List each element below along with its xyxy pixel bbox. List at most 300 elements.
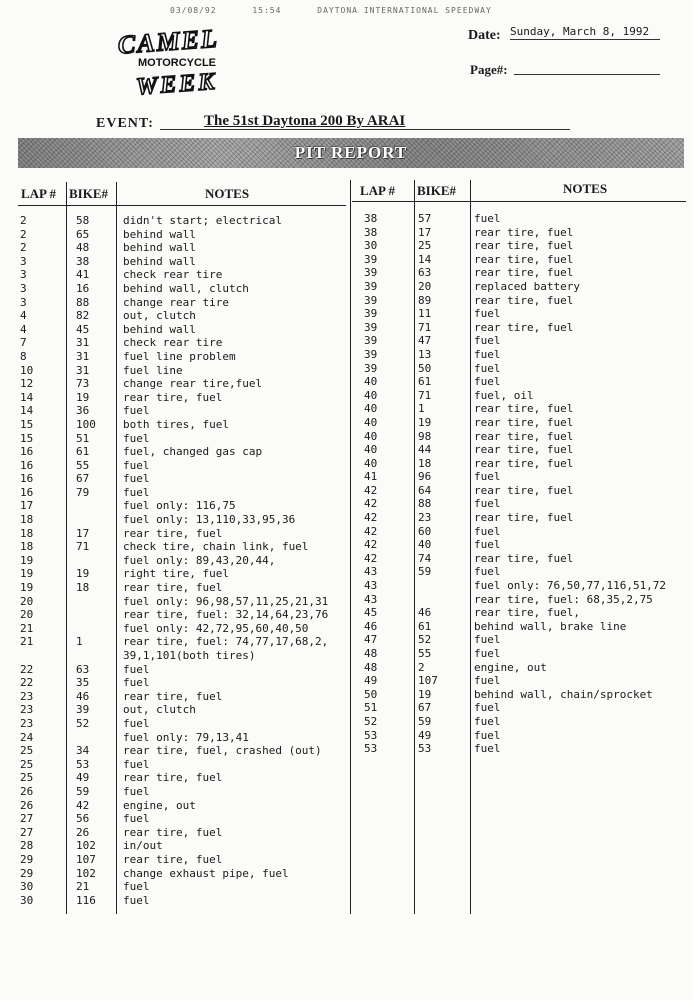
- cell-note: fuel: [123, 472, 150, 486]
- table-row: [18, 771, 348, 785]
- cell-lap: 20: [20, 594, 34, 608]
- cell-lap: 48: [364, 660, 378, 674]
- cell-lap: 17: [20, 499, 34, 513]
- cell-lap: 30: [364, 239, 378, 253]
- cell-bike: 17: [76, 526, 90, 540]
- cell-bike: 48: [76, 241, 90, 255]
- table-row: [352, 362, 688, 376]
- cell-bike: 47: [418, 334, 432, 348]
- cell-lap: 10: [20, 363, 34, 377]
- cell-note: behind wall, clutch: [123, 281, 249, 295]
- cell-bike: 71: [418, 320, 432, 334]
- cell-lap: 4: [20, 309, 27, 323]
- cell-bike: 40: [418, 538, 432, 552]
- table-row: [352, 389, 688, 403]
- page-number-line: [514, 74, 660, 75]
- cell-bike: 59: [418, 565, 432, 579]
- table-row: [18, 622, 348, 636]
- cell-lap: 53: [364, 742, 378, 756]
- table-row: [352, 334, 688, 348]
- table-row: [352, 552, 688, 566]
- cell-note: rear tire, fuel,: [474, 606, 580, 620]
- cell-bike: 13: [418, 347, 432, 361]
- table-row: [18, 268, 348, 282]
- table-row: [352, 321, 688, 335]
- table-row: [18, 635, 348, 649]
- cell-lap: 22: [20, 662, 34, 676]
- table-row: [18, 459, 348, 473]
- table-row: [352, 538, 688, 552]
- cell-lap: 38: [364, 225, 378, 239]
- cell-lap: 42: [364, 483, 378, 497]
- table-row: [18, 404, 348, 418]
- fax-date: 03/08/92: [170, 6, 217, 15]
- cell-bike: 71: [418, 388, 432, 402]
- cell-note: fuel: [474, 565, 501, 579]
- cell-bike: 74: [418, 551, 432, 565]
- cell-lap: 2: [20, 241, 27, 255]
- table-row: [18, 241, 348, 255]
- cell-lap: 40: [364, 415, 378, 429]
- cell-note: fuel: [474, 728, 501, 742]
- cell-bike: 50: [418, 361, 432, 375]
- camel-motorcycle-week-logo: [110, 24, 250, 102]
- cell-bike: 26: [76, 825, 90, 839]
- cell-note: fuel: [474, 633, 501, 647]
- cell-note: fuel: [123, 458, 150, 472]
- cell-lap: 39: [364, 293, 378, 307]
- cell-note: engine, out: [123, 798, 196, 812]
- cell-note: fuel: [123, 893, 150, 907]
- date-value: Sunday, March 8, 1992: [510, 25, 660, 40]
- cell-lap: 24: [20, 730, 34, 744]
- cell-bike: 52: [76, 716, 90, 730]
- table-row: [18, 282, 348, 296]
- cell-note: rear tire, fuel: [474, 266, 574, 280]
- table-row: [18, 839, 348, 853]
- table-row: [352, 565, 688, 579]
- cell-note: rear tire, fuel: 68,35,2,75: [474, 592, 653, 606]
- cell-note: fuel, oil: [474, 388, 534, 402]
- table-row: [352, 484, 688, 498]
- cell-bike: 36: [76, 404, 90, 418]
- cell-bike: 38: [76, 254, 90, 268]
- cell-lap: 15: [20, 417, 34, 431]
- cell-bike: 67: [76, 472, 90, 486]
- table-row: [18, 296, 348, 310]
- cell-bike: 49: [418, 728, 432, 742]
- cell-bike: 42: [76, 798, 90, 812]
- page-label: Page#:: [470, 62, 508, 77]
- cell-lap: 23: [20, 703, 34, 717]
- cell-bike: 19: [76, 390, 90, 404]
- cell-bike: 39: [76, 703, 90, 717]
- cell-bike: 107: [76, 852, 96, 866]
- cell-note: behind wall: [123, 254, 196, 268]
- cell-bike: 116: [76, 893, 96, 907]
- table-row: [352, 239, 688, 253]
- cell-note: fuel: [474, 538, 501, 552]
- table-row: [18, 649, 348, 663]
- table-row: [18, 350, 348, 364]
- cell-lap: 39: [364, 361, 378, 375]
- cell-bike: 52: [418, 633, 432, 647]
- table-row: [18, 717, 348, 731]
- cell-note: fuel: [123, 757, 150, 771]
- table-row: [18, 336, 348, 350]
- cell-note: rear tire, fuel: [474, 320, 574, 334]
- header-bike-right: BIKE#: [417, 183, 457, 198]
- cell-lap: 15: [20, 431, 34, 445]
- table-row: [18, 472, 348, 486]
- table-row: [18, 853, 348, 867]
- table-row: [352, 525, 688, 539]
- table-row: [352, 688, 688, 702]
- header-rule-left: [18, 205, 346, 206]
- cell-lap: 46: [364, 619, 378, 633]
- cell-bike: 82: [76, 309, 90, 323]
- cell-lap: 39: [364, 307, 378, 321]
- cell-note: 39,1,101(both tires): [123, 649, 256, 662]
- cell-note: fuel: [474, 714, 501, 728]
- cell-lap: 51: [364, 701, 378, 715]
- cell-note: change rear tire: [123, 295, 229, 309]
- cell-lap: 22: [20, 676, 34, 690]
- cell-note: check rear tire: [123, 268, 223, 282]
- cell-note: out, clutch: [123, 309, 196, 323]
- cell-lap: 42: [364, 524, 378, 538]
- table-row: [352, 402, 688, 416]
- table-row: [352, 497, 688, 511]
- pit-list-right: [352, 212, 688, 756]
- table-row: [352, 511, 688, 525]
- cell-lap: 43: [364, 579, 378, 593]
- cell-note: rear tire, fuel, crashed (out): [123, 744, 322, 758]
- cell-lap: 42: [364, 497, 378, 511]
- cell-lap: 48: [364, 647, 378, 660]
- cell-note: rear tire, fuel: [123, 689, 223, 703]
- cell-bike: 1: [76, 635, 83, 649]
- cell-note: fuel: [474, 212, 501, 225]
- cell-note: rear tire, fuel: [474, 483, 574, 497]
- cell-note: fuel only: 42,72,95,60,40,50: [123, 621, 309, 635]
- cell-note: fuel: [123, 662, 150, 676]
- cell-lap: 23: [20, 716, 34, 730]
- table-row: [18, 527, 348, 541]
- cell-bike: 73: [76, 377, 90, 391]
- cell-note: rear tire, fuel: [474, 293, 574, 307]
- cell-bike: 20: [418, 279, 432, 293]
- table-row: [18, 554, 348, 568]
- table-row: [352, 443, 688, 457]
- cell-bike: 67: [418, 701, 432, 715]
- header-rule-right: [352, 201, 686, 202]
- cell-lap: 52: [364, 714, 378, 728]
- table-row: [18, 663, 348, 677]
- cell-bike: 59: [418, 714, 432, 728]
- table-row: [352, 348, 688, 362]
- cell-lap: 20: [20, 608, 34, 622]
- cell-note: rear tire, fuel: 32,14,64,23,76: [123, 608, 329, 622]
- table-row: [18, 676, 348, 690]
- cell-note: rear tire, fuel: [123, 771, 223, 785]
- cell-lap: 42: [364, 511, 378, 525]
- cell-bike: 16: [76, 281, 90, 295]
- cell-note: fuel: [474, 742, 501, 756]
- cell-bike: 34: [76, 744, 90, 758]
- cell-bike: 11: [418, 307, 432, 321]
- cell-note: fuel: [123, 431, 150, 445]
- table-row: [18, 581, 348, 595]
- cell-lap: 16: [20, 472, 34, 486]
- cell-bike: 45: [76, 322, 90, 336]
- cell-lap: 3: [20, 281, 27, 295]
- fax-sender: DAYTONA INTERNATIONAL SPEEDWAY: [317, 6, 492, 15]
- cell-note: rear tire, fuel: [474, 252, 574, 266]
- cell-note: fuel: [474, 334, 501, 348]
- cell-note: fuel: [474, 375, 501, 389]
- table-row: [352, 593, 688, 607]
- header-lap-left: LAP #: [21, 186, 57, 201]
- cell-lap: 29: [20, 852, 34, 866]
- cell-bike: 41: [76, 268, 90, 282]
- table-row: [352, 307, 688, 321]
- cell-lap: 42: [364, 551, 378, 565]
- table-row: [18, 703, 348, 717]
- cell-bike: 63: [76, 662, 90, 676]
- cell-lap: 26: [20, 798, 34, 812]
- cell-note: change rear tire,fuel: [123, 377, 263, 391]
- cell-bike: 88: [76, 295, 90, 309]
- cell-bike: 49: [76, 771, 90, 785]
- cell-note: check tire, chain link, fuel: [123, 540, 309, 554]
- cell-note: behind wall: [123, 227, 196, 241]
- cell-note: fuel: [123, 880, 150, 894]
- table-row: [352, 620, 688, 634]
- cell-lap: 40: [364, 388, 378, 402]
- cell-bike: 31: [76, 363, 90, 377]
- cell-note: rear tire, fuel: [474, 402, 574, 416]
- cell-bike: 1: [418, 402, 425, 416]
- cell-bike: 58: [76, 214, 90, 227]
- table-row: [18, 445, 348, 459]
- cell-note: both tires, fuel: [123, 417, 229, 431]
- cell-bike: 89: [418, 293, 432, 307]
- cell-lap: 19: [20, 581, 34, 595]
- cell-note: rear tire, fuel: [474, 443, 574, 457]
- cell-bike: 51: [76, 431, 90, 445]
- fax-time: 15:54: [252, 6, 282, 15]
- cell-note: fuel: [474, 524, 501, 538]
- cell-bike: 71: [76, 540, 90, 554]
- cell-bike: 25: [418, 239, 432, 253]
- cell-lap: 3: [20, 268, 27, 282]
- cell-note: in/out: [123, 839, 163, 853]
- cell-bike: 98: [418, 429, 432, 443]
- cell-bike: 46: [418, 606, 432, 620]
- cell-lap: 40: [364, 402, 378, 416]
- table-row: [352, 579, 688, 593]
- table-row: [352, 212, 688, 226]
- cell-lap: 3: [20, 295, 27, 309]
- table-row: [352, 416, 688, 430]
- table-row: [352, 715, 688, 729]
- cell-note: fuel only: 13,110,33,95,36: [123, 513, 296, 527]
- table-row: [18, 595, 348, 609]
- cell-note: fuel: [474, 307, 501, 321]
- cell-note: out, clutch: [123, 703, 196, 717]
- cell-note: rear tire, fuel: [123, 852, 223, 866]
- pit-report-banner: [18, 138, 684, 168]
- cell-lap: 43: [364, 565, 378, 579]
- cell-note: fuel line: [123, 363, 183, 377]
- cell-note: fuel only: 116,75: [123, 499, 236, 513]
- cell-note: fuel: [474, 497, 501, 511]
- cell-bike: 14: [418, 252, 432, 266]
- cell-note: replaced battery: [474, 279, 580, 293]
- table-row: [352, 375, 688, 389]
- table-row: [18, 432, 348, 446]
- cell-lap: 26: [20, 784, 34, 798]
- table-row: [18, 744, 348, 758]
- cell-lap: 3: [20, 254, 27, 268]
- cell-lap: 30: [20, 880, 34, 894]
- cell-lap: 39: [364, 279, 378, 293]
- cell-note: rear tire, fuel: [474, 456, 574, 470]
- cell-lap: 25: [20, 757, 34, 771]
- logo-line-2: MOTORCYCLE: [138, 57, 217, 69]
- cell-lap: 14: [20, 404, 34, 418]
- cell-note: fuel only: 79,13,41: [123, 730, 249, 744]
- cell-lap: 23: [20, 689, 34, 703]
- cell-bike: 53: [418, 742, 432, 756]
- cell-bike: 19: [418, 415, 432, 429]
- logo-graphic: [110, 24, 250, 102]
- table-row: [18, 391, 348, 405]
- cell-note: fuel: [474, 347, 501, 361]
- cell-lap: 16: [20, 485, 34, 499]
- cell-note: behind wall, brake line: [474, 619, 627, 633]
- cell-note: fuel only: 96,98,57,11,25,21,31: [123, 594, 329, 608]
- table-row: [18, 758, 348, 772]
- cell-lap: 18: [20, 513, 34, 527]
- table-row: [18, 513, 348, 527]
- table-row: [352, 253, 688, 267]
- cell-lap: 25: [20, 771, 34, 785]
- cell-note: rear tire, fuel: [474, 225, 574, 239]
- table-row: [18, 880, 348, 894]
- table-row: [352, 457, 688, 471]
- table-row: [18, 867, 348, 881]
- table-row: [18, 255, 348, 269]
- cell-lap: 2: [20, 214, 27, 227]
- cell-lap: 30: [20, 893, 34, 907]
- table-row: [18, 214, 348, 228]
- cell-bike: 44: [418, 443, 432, 457]
- cell-bike: 21: [76, 880, 90, 894]
- cell-lap: 27: [20, 825, 34, 839]
- cell-note: rear tire, fuel: [474, 239, 574, 253]
- cell-bike: 59: [76, 784, 90, 798]
- cell-lap: 4: [20, 322, 27, 336]
- cell-bike: 102: [76, 839, 96, 853]
- cell-note: right tire, fuel: [123, 567, 229, 581]
- pit-list-left: [18, 214, 348, 907]
- date-label: Date:: [468, 28, 501, 43]
- cell-lap: 47: [364, 633, 378, 647]
- cell-note: fuel: [474, 470, 501, 484]
- logo-line-3: WEEK: [135, 68, 219, 101]
- cell-bike: 57: [418, 212, 432, 225]
- cell-lap: 40: [364, 429, 378, 443]
- table-row: [352, 701, 688, 715]
- cell-note: fuel: [123, 485, 150, 499]
- cell-note: engine, out: [474, 660, 547, 674]
- cell-bike: 64: [418, 483, 432, 497]
- cell-bike: 61: [418, 619, 432, 633]
- cell-note: behind wall: [123, 241, 196, 255]
- cell-bike: 18: [418, 456, 432, 470]
- cell-lap: 28: [20, 839, 34, 853]
- cell-bike: 107: [418, 674, 438, 688]
- cell-note: rear tire, fuel: [123, 581, 223, 595]
- cell-lap: 39: [364, 347, 378, 361]
- fax-header: [170, 6, 522, 15]
- table-row: [18, 499, 348, 513]
- cell-lap: 19: [20, 553, 34, 567]
- center-divider: [350, 180, 351, 914]
- cell-note: check rear tire: [123, 336, 223, 350]
- cell-lap: 8: [20, 349, 27, 363]
- cell-note: change exhaust pipe, fuel: [123, 866, 289, 880]
- cell-lap: 12: [20, 377, 34, 391]
- cell-bike: 2: [418, 660, 425, 674]
- cell-note: rear tire, fuel: [474, 551, 574, 565]
- cell-note: fuel: [474, 361, 501, 375]
- cell-lap: 18: [20, 526, 34, 540]
- cell-lap: 18: [20, 540, 34, 554]
- cell-lap: 42: [364, 538, 378, 552]
- cell-note: fuel, changed gas cap: [123, 445, 263, 459]
- table-row: [18, 785, 348, 799]
- cell-note: fuel: [123, 812, 150, 826]
- cell-note: rear tire, fuel: [123, 390, 223, 404]
- cell-bike: 60: [418, 524, 432, 538]
- cell-bike: 53: [76, 757, 90, 771]
- cell-note: fuel: [123, 716, 150, 730]
- table-row: [18, 228, 348, 242]
- cell-note: rear tire, fuel: [474, 429, 574, 443]
- cell-lap: 39: [364, 252, 378, 266]
- cell-lap: 16: [20, 445, 34, 459]
- cell-lap: 21: [20, 621, 34, 635]
- cell-bike: 63: [418, 266, 432, 280]
- table-row: [18, 608, 348, 622]
- cell-bike: 56: [76, 812, 90, 826]
- cell-lap: 41: [364, 470, 378, 484]
- table-row: [18, 486, 348, 500]
- cell-bike: 96: [418, 470, 432, 484]
- cell-note: didn't start; electrical: [123, 214, 282, 227]
- cell-lap: 38: [364, 212, 378, 225]
- table-row: [352, 729, 688, 743]
- cell-note: fuel: [474, 701, 501, 715]
- cell-lap: 39: [364, 266, 378, 280]
- cell-lap: 21: [20, 635, 34, 649]
- table-row: [352, 647, 688, 661]
- cell-lap: 50: [364, 687, 378, 701]
- cell-bike: 18: [76, 581, 90, 595]
